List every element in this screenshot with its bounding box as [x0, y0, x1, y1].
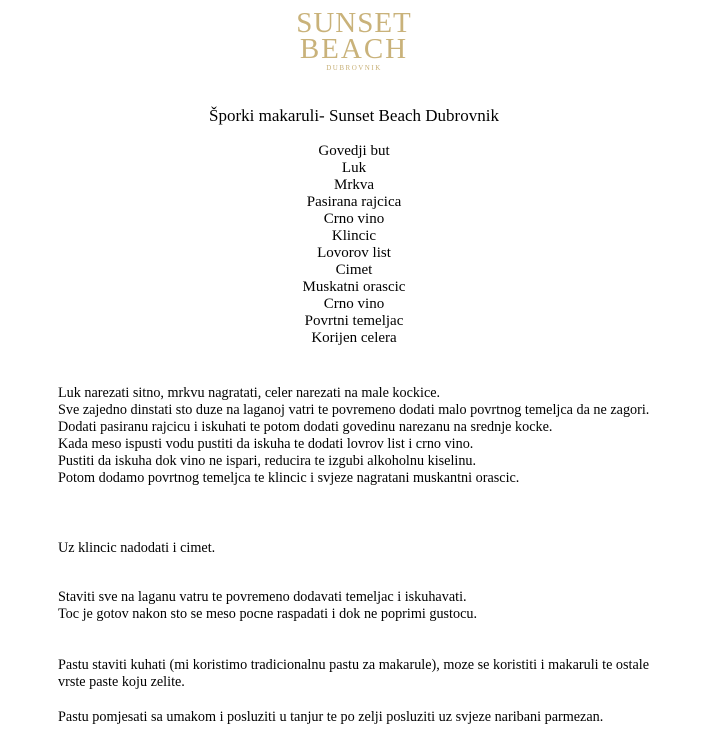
- instruction-line: Staviti sve na laganu vatru te povremeno dodavati temeljac i iskuhavati.: [58, 589, 467, 605]
- ingredient-item: Crno vino: [323, 296, 385, 312]
- ingredient-item: Crno vino: [323, 211, 385, 227]
- logo-sunset-text: SUNSET: [296, 7, 412, 39]
- instruction-line: Dodati pasiranu rajcicu i iskuhati te potom dodati govedinu narezanu na srednje kocke.: [58, 419, 553, 435]
- recipe-title: Šporki makaruli- Sunset Beach Dubrovnik: [209, 106, 499, 125]
- brand-logo: [0, 7, 708, 73]
- logo-location-text: DUBROVNIK: [326, 64, 382, 72]
- instructions-paragraph-1: [58, 385, 658, 487]
- ingredient-item: Klincic: [331, 228, 377, 244]
- instructions-paragraph-2: [58, 540, 658, 557]
- ingredient-item: Luk: [341, 160, 367, 176]
- instruction-line: Pastu staviti kuhati (mi koristimo tradicionalnu pastu za makarule), moze se koristiti i makaruli te ostale vrste paste koju zelite.: [58, 657, 650, 690]
- instruction-line: Potom dodamo povrtnog temeljca te klincic i svjeze nagratani muskantni orascic.: [58, 470, 520, 486]
- ingredient-item: Cimet: [335, 262, 373, 278]
- instruction-line: Pastu pomjesati sa umakom i posluziti u tanjur te po zelji posluziti uz svjeze naribani parmezan.: [58, 709, 604, 725]
- instructions-paragraph-5: [58, 709, 658, 726]
- ingredient-item: Povrtni temeljac: [304, 313, 404, 329]
- instruction-line: Toc je gotov nakon sto se meso pocne raspadati i dok ne poprimi gustocu.: [58, 606, 478, 622]
- ingredient-item: Lovorov list: [317, 245, 391, 261]
- ingredient-list: [0, 143, 708, 347]
- instructions-paragraph-3: [58, 589, 658, 623]
- instructions-paragraph-4: [58, 657, 658, 691]
- instruction-line: Sve zajedno dinstati sto duze na laganoj vatri te povremeno dodati malo povrtnog temeljca da ne zagori.: [58, 402, 650, 418]
- ingredient-item: Pasirana rajcica: [306, 194, 402, 210]
- ingredient-item: Mrkva: [334, 177, 374, 193]
- logo-beach-text: BEACH: [299, 33, 409, 65]
- ingredient-item: Govedji but: [318, 143, 390, 159]
- instruction-line: Kada meso ispusti vodu pustiti da iskuha te dodati lovrov list i crno vino.: [58, 436, 474, 452]
- instruction-line: Uz klincic nadodati i cimet.: [58, 540, 216, 556]
- instruction-line: Luk narezati sitno, mrkvu nagratati, celer narezati na male kockice.: [58, 385, 441, 401]
- ingredient-item: Muskatni orascic: [302, 279, 406, 295]
- instruction-line: Pustiti da iskuha dok vino ne ispari, reducira te izgubi alkoholnu kiselinu.: [58, 453, 477, 469]
- ingredient-item: Korijen celera: [311, 330, 397, 346]
